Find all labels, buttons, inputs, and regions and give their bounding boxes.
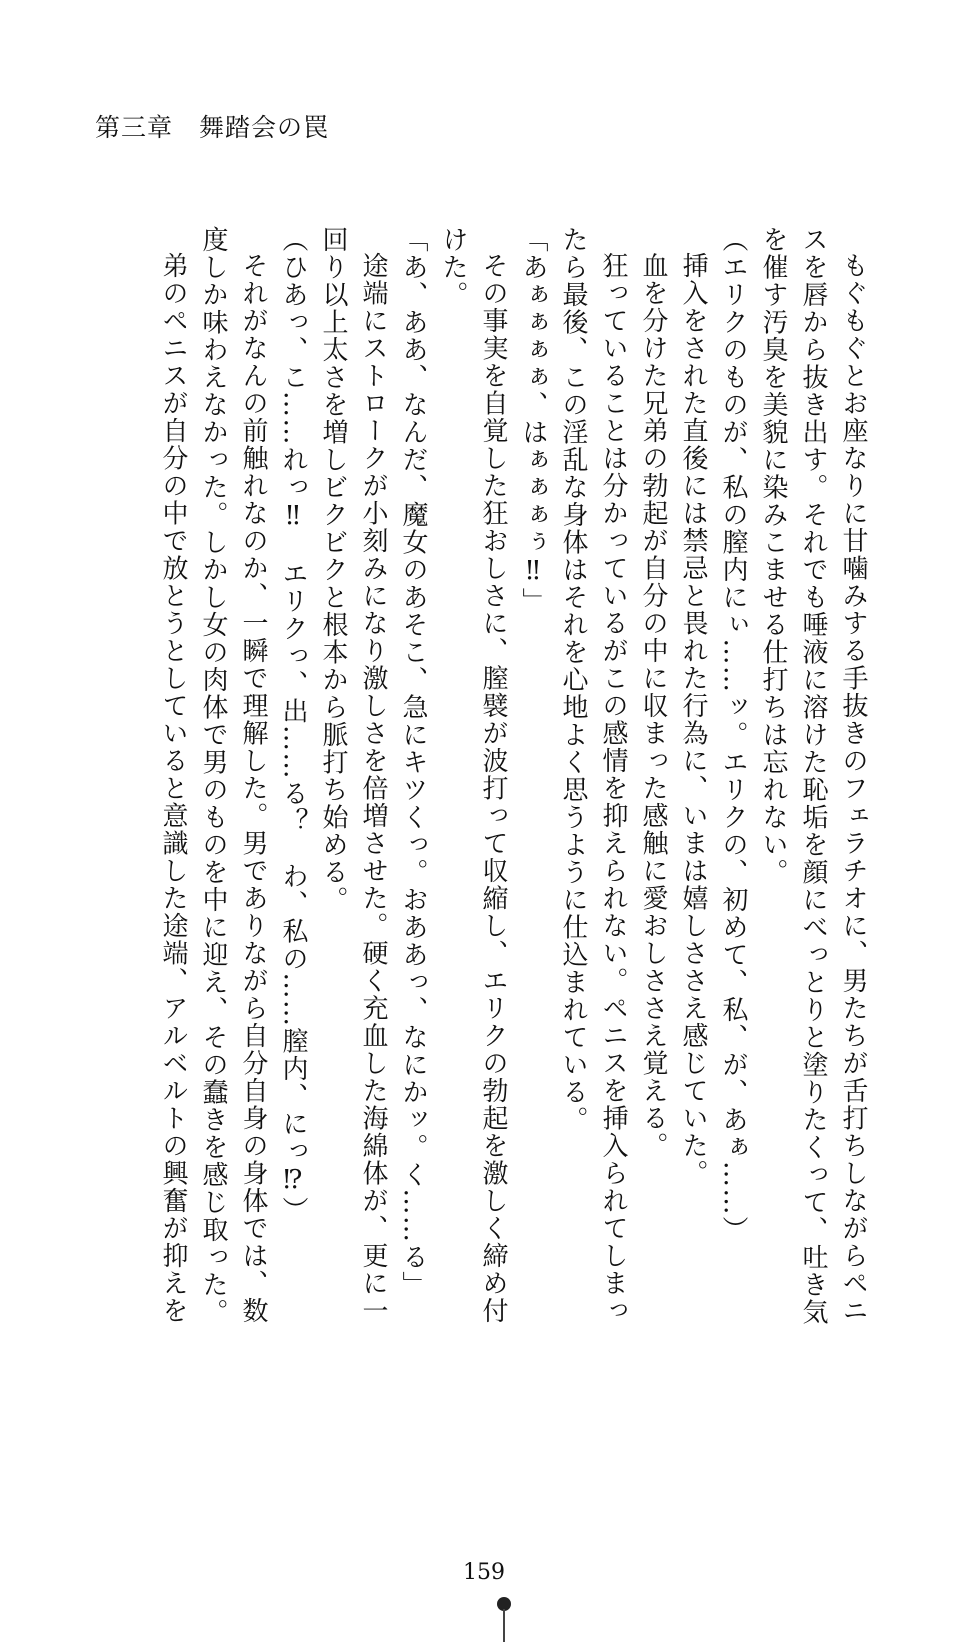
paragraph: 挿入をされた直後には禁忌と畏れた行為に、いまは嬉しささえ感じていた。 [678,252,708,1187]
paragraph: 「あ、ああ、なんだ、魔女のあそこ、急にキツくっ。おああっ、なにかッ。く……る」 [398,226,428,1299]
paragraph: それがなんの前触れなのか、一瞬で理解した。男でありながら自分自身の身体では、数度しか味わえなかった。しかし女の肉体で男のものを中に迎え、その蠢きを感じ取った。 [198,226,268,1326]
paragraph: 途端にストロークが小刻みになり激しさを倍増させた。硬く充血した海綿体が、更に一回り以上太さを増しビクビクと根本から脈打ち始める。 [318,226,388,1325]
vertical-body-text [153,226,873,1346]
page-marker-line [503,1609,505,1642]
paragraph: 弟のペニスが自分の中で放とうとしていると意識した途端、アルベルトの興奮が抑えを [158,252,188,1325]
paragraph: 「あぁぁぁぁ、はぁぁぁぅ‼」 [518,226,548,615]
chapter-title: 第三章 舞踏会の罠 [95,113,330,142]
paragraph: もぐもぐとお座なりに甘噛みする手抜きのフェラチオに、男たちが舌打ちしながらペニスを唇から抜き出す。それでも唾液に溶けた恥垢を顔にべっとりと塗りたくって、吐き気を催す汚臭を美貌に染みこませる仕打ちは忘れない。 [758,226,868,1326]
paragraph: （エリクのものが、私の膣内にぃ……ッ。エリクの、初めて、私、が、あぁ……） [718,226,748,1244]
paragraph: 狂っていることは分かっているがこの感情を抑えられない。ペニスを挿入られてしまったら最後、この淫乱な身体はそれを心地よく思うように仕込まれている。 [558,226,628,1325]
paragraph: その事実を自覚した狂おしさに、膣襞が波打って収縮し、エリクの勃起を激しく締め付けた。 [438,226,508,1325]
paragraph: （ひあっ、こ……れっ‼ エリクっ、出……る？ わ、私の……膣内、にっ⁉） [278,226,308,1224]
page-number: 159 [463,1560,505,1585]
paragraph: 血を分けた兄弟の勃起が自分の中に収まった感触に愛おしささえ覚える。 [638,252,668,1160]
